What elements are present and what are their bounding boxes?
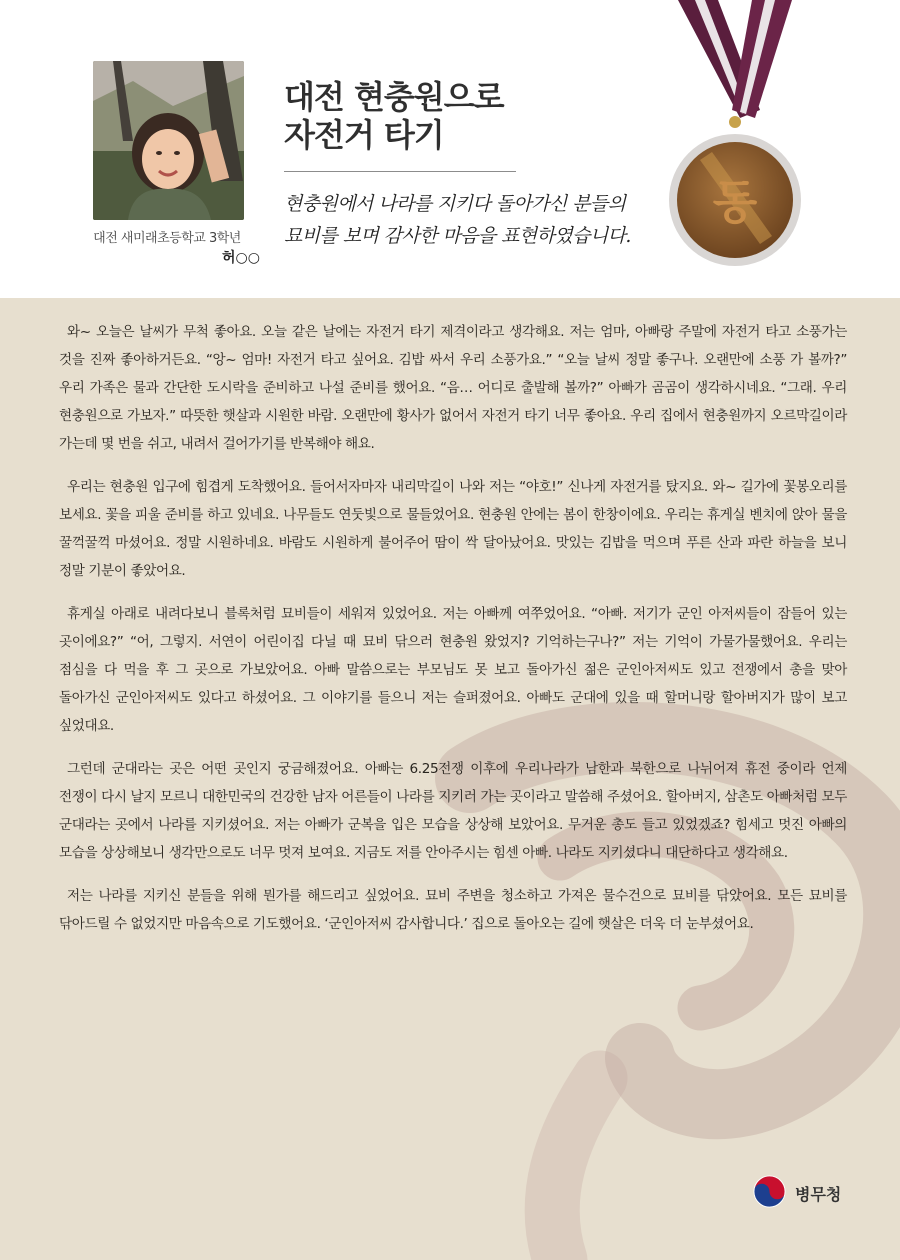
title-divider [284, 171, 516, 172]
bronze-medal-icon [660, 0, 810, 275]
essay-body [59, 318, 847, 953]
summary [284, 188, 631, 252]
title-line-1: 대전 현충원으로 [284, 78, 504, 116]
paragraph-3: 휴게실 아래로 내려다보니 블록처럼 묘비들이 세워져 있었어요. 저는 아빠께 여쭈었어요. “아빠. 저기가 군인 아저씨들이 잠들어 있는 곳이에요?” “어, 그렇지. 서연이 어린이집 다닐 때 묘비 닦으러 현충원 왔었지? 기억하는구나?” 저는 기억이 가물가물했어요. 우리는 점심을 다 먹을 후 그 곳으로 가보았어요. 아빠 말씀으로는 부모님도 못 보고 돌아가신 젊은 군인아저씨도 있고 전쟁에서 총을 맞아 돌아가신 군인아저씨도 있다고 하셨어요. 그 이야기를 들으니 저는 슬퍼졌어요. 아빠도 군대에 있을 때 할머니랑 할아버지가 많이 보고 싶었대요. [59, 606, 847, 734]
paragraph-5: 저는 나라를 지키신 분들을 위해 뭔가를 해드리고 싶었어요. 묘비 주변을 청소하고 가져온 물수건으로 묘비를 닦았어요. 모든 묘비를 닦아드릴 수 없었지만 마음속으로 기도했어요. ‘군인아저씨 감사합니다.’ 집으로 돌아오는 길에 햇살은 더욱 더 눈부셨어요. [59, 888, 847, 932]
school-caption: 대전 새미래초등학교 3학년 [93, 231, 241, 246]
org-logo [752, 1174, 852, 1210]
medal-label: 동 [712, 175, 758, 229]
paragraph-4: 그런데 군대라는 곳은 어떤 곳인지 궁금해졌어요. 아빠는 6.25전쟁 이후에 우리나라가 남한과 북한으로 나뉘어져 휴전 중이라 언제 전쟁이 다시 날지 모르니 대한민국의 건강한 남자 어른들이 나라를 지키러 가는 곳이라고 말씀해 주셨어요. 할아버지, 삼촌도 아빠처럼 모두 군대라는 곳에서 나라를 지키셨어요. 저는 아빠가 군복을 입은 모습을 상상해 보았어요. 무거운 총도 들고 있었겠죠? 힘세고 멋진 아빠의 모습을 상상해보니 생각만으로도 너무 멋져 보여요. 지금도 저를 안아주시는 힘센 아빠. 나라도 지키셨다니 대단하다고 생각해요. [59, 761, 847, 861]
student-name: 허○○ [222, 250, 260, 266]
summary-line-2: 묘비를 보며 감사한 마음을 표현하였습니다. [284, 225, 631, 247]
summary-line-1: 현충원에서 나라를 지키다 돌아가신 분들의 [284, 193, 626, 215]
paragraph-1: 와~ 오늘은 날씨가 무척 좋아요. 오늘 같은 날에는 자전거 타기 제격이라고 생각해요. 저는 엄마, 아빠랑 주말에 자전거 타고 소풍가는 것을 진짜 좋아하거든요. “앙~ 엄마! 자전거 타고 싶어요. 김밥 싸서 우리 소풍가요.” “오늘 날씨 정말 좋구나. 오랜만에 소풍 가 볼까?” 우리 가족은 물과 간단한 도시락을 준비하고 나설 준비를 했어요. “음… 어디로 출발해 볼까?” 아빠가 곰곰이 생각하시네요. “그래. 우리 현충원으로 가보자.” 따뜻한 햇살과 시원한 바람. 오랜만에 황사가 없어서 자전거 타기 너무 좋아요. 우리 집에서 현충원까지 오르막길이라 가는데 몇 번을 쉬고, 내려서 걸어가기를 반복해야 해요. [59, 324, 847, 452]
paragraph-2: 우리는 현충원 입구에 힘겹게 도착했어요. 들어서자마자 내리막길이 나와 저는 “야호!” 신나게 자전거를 탔지요. 와~ 길가에 꽃봉오리를 보세요. 꽃을 피울 준비를 하고 있네요. 나무들도 연둣빛으로 물들었어요. 현충원 안에는 봄이 한창이에요. 우리는 휴게실 벤치에 앉아 물을 꿀꺽꿀꺽 마셨어요. 정말 시원하네요. 바람도 시원하게 불어주어 땀이 싹 달아났어요. 맛있는 김밥을 먹으며 푸른 산과 파란 하늘을 보니 정말 기분이 좋았어요. [59, 479, 847, 579]
org-name: 병무청 [795, 1185, 842, 1204]
page-title [284, 78, 504, 154]
student-photo [93, 61, 244, 220]
title-line-2: 자전거 타기 [284, 116, 444, 154]
taegeuk-icon [752, 1174, 787, 1209]
header [0, 0, 900, 298]
essay-section [0, 298, 900, 1260]
